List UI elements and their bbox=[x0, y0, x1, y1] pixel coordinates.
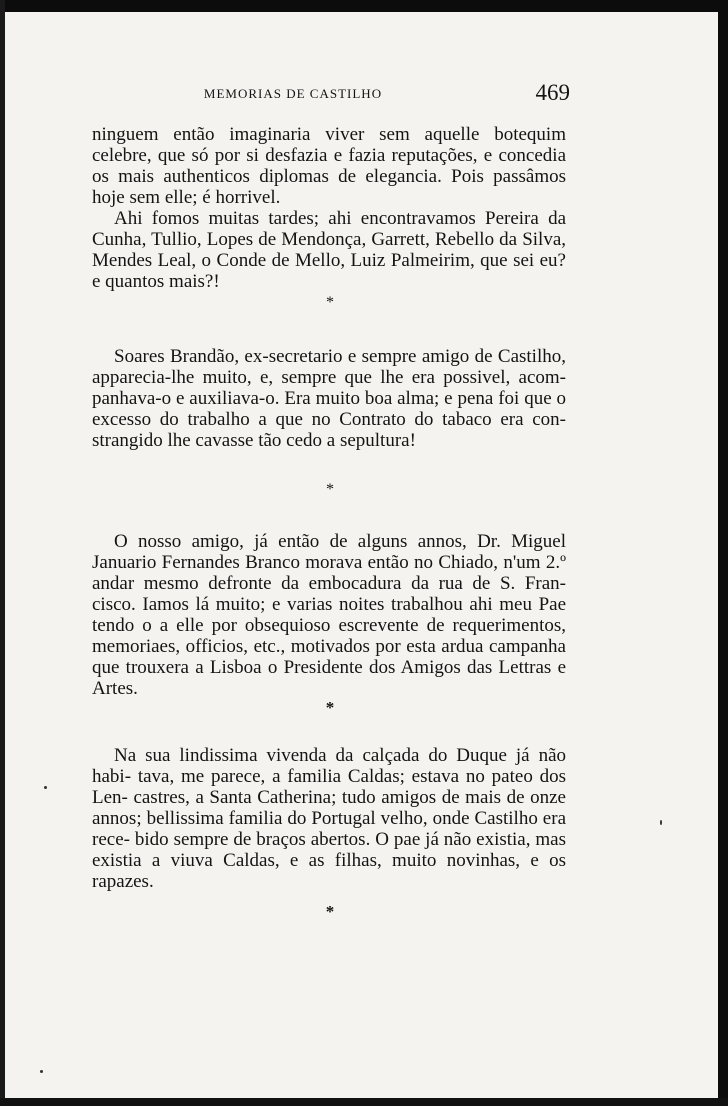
text-line: Soares Brandão, ex-secretario e sempre amigo de Castilho, bbox=[114, 346, 566, 367]
text-block-garrett bbox=[92, 124, 566, 292]
text-block-miguel-branco bbox=[92, 531, 566, 699]
section-separator: * bbox=[326, 294, 334, 311]
text-line: apparecia-lhe muito, e, sempre que lhe era possivel, acom- bbox=[92, 367, 566, 388]
scan-speck bbox=[40, 1070, 43, 1073]
text-block-familia-caldas bbox=[92, 745, 566, 892]
text-line: Na sua lindissima vivenda da calçada do Duque já não habi- bbox=[92, 745, 566, 787]
text-line: ninguem então imaginaria viver sem aquelle botequim celebre, bbox=[92, 124, 566, 166]
text-line: elle; é horrivel. bbox=[164, 187, 281, 208]
text-line: authenticos diplomas de elegancia. Pois passâmos hoje sem bbox=[92, 166, 567, 208]
text-line: Cunha, Tullio, Lopes de Mendonça, Garrett, Rebello da Silva, bbox=[92, 229, 566, 250]
text-line: tendo o a elle por obsequioso escrevente de requerimentos, bbox=[92, 615, 566, 636]
paragraph bbox=[92, 208, 566, 292]
text-line: que só por si desfazia e fazia reputações, e concedia os mais bbox=[92, 145, 567, 187]
text-line: Januario Fernandes Branco morava então no Chiado, n'um bbox=[92, 552, 541, 573]
text-line: memoriaes, officios, etc., motivados por esta ardua campanha bbox=[92, 636, 566, 657]
text-line: existia a viuva Caldas, e as filhas, muito novinhas, e os rapazes. bbox=[92, 850, 566, 892]
paragraph bbox=[92, 346, 566, 451]
running-title: MEMORIAS DE CASTILHO bbox=[203, 86, 383, 101]
paragraph bbox=[92, 745, 566, 892]
text-line: strangido lhe cavasse tão cedo a sepultura! bbox=[92, 430, 416, 451]
paragraph bbox=[92, 124, 566, 208]
text-line: e quantos mais?! bbox=[92, 271, 220, 292]
text-line: e Artes. bbox=[92, 657, 567, 699]
text-line: Mendes Leal, o Conde de Mello, Luiz Palmeirim, que sei eu? bbox=[92, 250, 566, 271]
text-line: cisco. Iamos lá muito; e varias noites trabalhou ahi meu Pae bbox=[92, 594, 566, 615]
running-head bbox=[92, 80, 570, 106]
text-line: o excesso do trabalho a que no Contrato do tabaco era con- bbox=[92, 388, 567, 430]
page-number: 469 bbox=[535, 80, 570, 105]
text-line: 2.º andar mesmo defronte da embocadura da rua de S. Fran- bbox=[92, 552, 567, 594]
scan-speck bbox=[660, 820, 662, 825]
text-block-soares-brandao bbox=[92, 346, 566, 451]
section-separator: * bbox=[325, 698, 335, 717]
scan-speck bbox=[44, 786, 47, 789]
text-line: que trouxera a Lisboa o Presidente dos Amigos das Lettras bbox=[92, 657, 552, 678]
text-line: Ahi fomos muitas tardes; ahi encontravamos Pereira da bbox=[114, 208, 566, 229]
paragraph bbox=[92, 531, 566, 699]
text-line: bellissima familia do Portugal velho, onde Castilho era rece- bbox=[92, 808, 566, 850]
text-line: panhava-o e auxiliava-o. Era muito boa alma; e pena foi que bbox=[92, 388, 552, 409]
section-separator: * bbox=[326, 481, 334, 498]
text-line: O nosso amigo, já então de alguns annos, Dr. Miguel bbox=[114, 531, 566, 552]
text-line: tava, me parece, a familia Caldas; estava no pateo dos Len- bbox=[92, 766, 566, 808]
section-separator: * bbox=[325, 902, 335, 921]
text-line: castres, a Santa Catherina; tudo amigos de mais de onze annos; bbox=[92, 787, 566, 829]
text-line: bido sempre de braços abertos. O pae já não existia, mas bbox=[134, 829, 567, 850]
